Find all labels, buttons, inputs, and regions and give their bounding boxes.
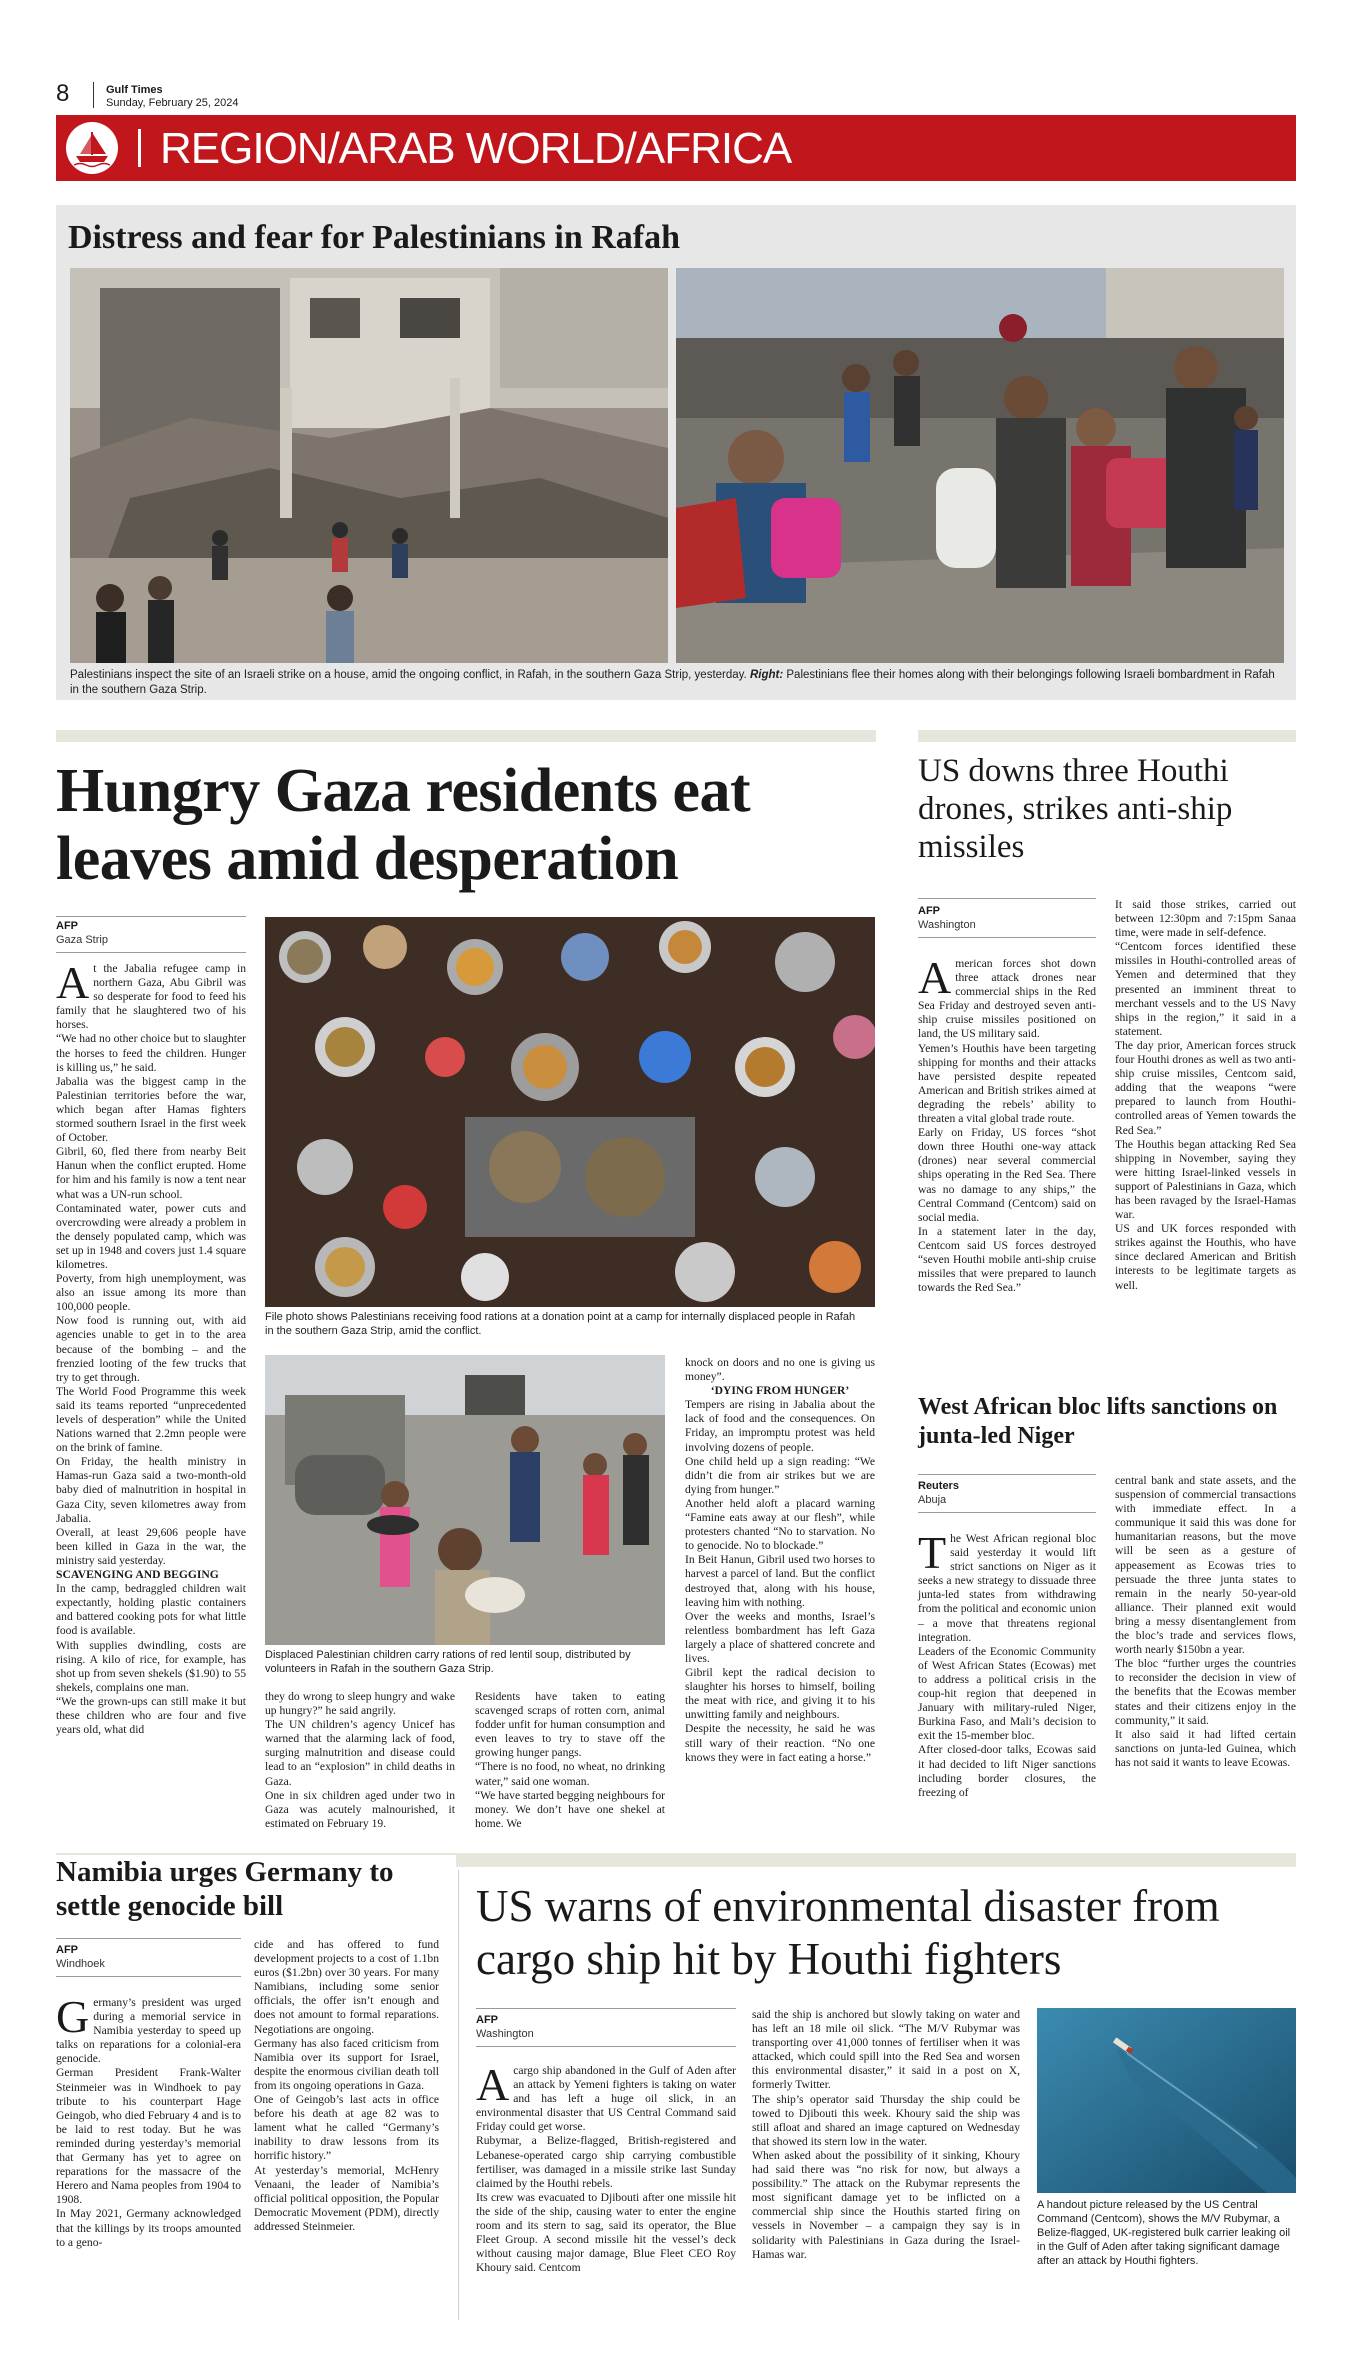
namibia-byline-rule — [56, 1938, 241, 1939]
gaza-c4-p4: In Beit Hanun, Gibril used two horses to harvest a parcel of land. But the conflict destroyed that, along with his house, leaving him with nothing. — [685, 1553, 875, 1609]
gaza-c2-p1: they do wrong to sleep hungry and wake up hungry?” he said angrily. — [265, 1690, 455, 1718]
houthi-place: Washington — [918, 919, 976, 931]
gaza-c4-p7: Despite the necessity, he said he was still wary of their reaction. “No one knows they were in fact eating a horse.” — [685, 1722, 875, 1764]
niger-agency: Reuters — [918, 1480, 959, 1492]
paper-name: Gulf Times — [106, 84, 163, 96]
niger-column-2 — [1115, 1474, 1296, 1770]
houthi-c2-p3: The day prior, American forces struck four Houthi drones as well as two anti-ship cruise missiles, Centcom said, adding that the weapons “were prepared to launch from Houthi-controlled areas of Yemen towards the Red Sea.” — [1115, 1038, 1296, 1137]
gaza-c4-p6: Gibril kept the radical decision to slaughter his horses to himself, boiling the meat with rice, and giving it to his unwitting family and neighbours. — [685, 1666, 875, 1722]
header-separator — [93, 82, 94, 108]
houthi-byline-rule-bottom — [918, 937, 1096, 938]
cargo-c2-p2: The ship’s operator said Thursday the ship could be towed to Djibouti this week. Khoury said the ship was still afloat and shared an image captured on Wednesday that showed its stern low in the water. — [752, 2092, 1020, 2148]
namibia-column-2 — [254, 1938, 439, 2234]
page-number: 8 — [56, 80, 70, 107]
houthi-p2: Yemen’s Houthis have been targeting shipping for months and their attacks have persisted despite repeated American and British strikes aimed at degrading the rebels’ ability to threaten a vital global trade route. — [918, 1041, 1096, 1126]
cargo-byline-rule-bottom — [476, 2046, 736, 2047]
cargo-column-2 — [752, 2008, 1020, 2262]
cargo-c2-p3: When asked about the possibility of it sinking, Khoury had said there was “no risk for now, but always a possibility.” The attack on the Rubymar represents the most significant damage yet to be inflicted on a commercial ship since the Houthis started firing on vessels in November – a campaign they say is in solidarity with Palestinians in Gaza during the Israel-Hamas war. — [752, 2148, 1020, 2261]
gaza-subhead-scavenging: SCAVENGING AND BEGGING — [56, 1568, 219, 1582]
top-feature-caption — [70, 668, 1282, 698]
food-rations-photo — [265, 917, 875, 1307]
banner-divider — [138, 129, 141, 167]
gaza-p10: Overall, at least 29,606 people have been killed in Gaza in the war, the ministry said yesterday. — [56, 1525, 246, 1567]
niger-column-1 — [918, 1527, 1096, 1800]
houthi-byline-rule — [918, 898, 1096, 899]
namibia-p2: German President Frank-Walter Steinmeier was in Windhoek to pay tribute to his counterpart Hage Geingob, who died February 4 and is to be laid to rest today. But he was reminded during yesterday’s memorial that Germany has yet to agree on reparations for the massacre of the Herero and Nama peoples from 1904 to 1908. — [56, 2066, 241, 2207]
gaza-c3-p2: “There is no food, no wheat, no drinking water,” said one woman. — [475, 1760, 665, 1788]
gaza-p9: On Friday, the health ministry in Hamas-run Gaza said a two-month-old baby died of malnutrition in hospital in Gaza City, seven kilometres away from Jabalia. — [56, 1455, 246, 1525]
houthi-c2-p1: It said those strikes, carried out between 12:30pm and 7:15pm Sanaa time, were made in self-defence. — [1115, 898, 1296, 940]
gaza-p12: With supplies dwindling, costs are rising. A kilo of rice, for example, has shot up from seven shekels ($1.90) to 55 shekels, complains one man. — [56, 1638, 246, 1694]
namibia-c2-p4: At yesterday’s memorial, McHenry Venaani, the leader of Namibia’s official political opposition, the Popular Democratic Movement (PDM), directly addressed Steinmeier. — [254, 2163, 439, 2233]
food-rations-caption: File photo shows Palestinians receiving food rations at a donation point at a camp for internally displaced people in Rafah in the southern Gaza Strip, amid the conflict. — [265, 1311, 856, 1337]
gaza-headline: Hungry Gaza residents eat leaves amid desperation — [56, 757, 751, 893]
cargo-byline-rule — [476, 2008, 736, 2009]
gaza-p7: Now food is running out, with aid agencies unable to get in to the area because of the bombing – and the frenzied looting of the few trucks that try to get through. — [56, 1314, 246, 1384]
gaza-p3: Jabalia was the biggest camp in the Palestinian territories before the war, which began after Hamas fighters stormed southern Israel in the first week of October. — [56, 1074, 246, 1145]
gaza-top-rule — [56, 730, 876, 742]
namibia-agency: AFP — [56, 1944, 78, 1956]
gaza-p2: “We had no other choice but to slaughter the horses to feed the children. Hunger is killing us,” he said. — [56, 1032, 246, 1074]
gaza-column-1 — [56, 957, 246, 1737]
niger-c2-p2: The bloc “further urges the countries to reconsider the decision in view of the benefits that the Ecowas member states and their citizens enjoy in the community,” it said. — [1115, 1657, 1296, 1727]
namibia-c2-p1: cide and has offered to fund development projects to a cost of 1.1bn euros ($1.2bn) over 30 years. For many Namibians, including some senior officials, the offer isn’t enough and does not amount to formal reparations. Negotiations are ongoing. — [254, 1938, 439, 2036]
niger-p2: Leaders of the Economic Community of West African States (Ecowas) met to address a political crisis in the coup-hit region that deepened in January with military-ruled Niger, Burkina Faso, and Mali’s decision to exit the 15-member bloc. — [918, 1644, 1096, 1743]
gaza-p13: “We the grown-ups can still make it but these children who are four and five years old, what did — [56, 1694, 246, 1737]
niger-byline-rule-bottom — [918, 1512, 1096, 1513]
cargo-column-1 — [476, 2059, 736, 2275]
gaza-p8: The World Food Programme this week said its teams reported “unprecedented levels of desperation” while the United Nations warned that 2.2mn people were on the brink of famine. — [56, 1384, 246, 1455]
rubymar-caption: A handout picture released by the US Central Command (Centcom), shows the M/V Rubymar, a Belize-flagged, UK-registered bulk carrier leaking oil in the Gulf of Aden after taking significant damage after an attack by Houthi fighters. — [1037, 2199, 1291, 2267]
gaza-c4-p2: One child held up a sign reading: “We didn’t die from air strikes but we are dying from hunger.” — [685, 1454, 875, 1496]
gaza-c4-p5: Over the weeks and months, Israel’s relentless bombardment has left Gaza largely a place of shattered concrete and lives. — [685, 1609, 875, 1665]
cargo-place: Washington — [476, 2028, 534, 2040]
gaza-agency: AFP — [56, 920, 78, 932]
children-soup-photo — [265, 1355, 665, 1645]
gaza-column-2 — [265, 1690, 455, 1831]
namibia-byline-rule-bottom — [56, 1976, 241, 1977]
gaza-place: Gaza Strip — [56, 934, 108, 946]
gaza-p6: Poverty, from high unemployment, was also an issue among its more than 100,000 people. — [56, 1272, 246, 1314]
namibia-c2-p2: Germany has also faced criticism from Namibia over its support for Israel, despite the enormous civilian death toll from its ongoing operations in Gaza. — [254, 2036, 439, 2092]
houthi-c2-p2: “Centcom forces identified these missiles in Houthi-controlled areas of Yemen and determined that they presented an imminent threat to merchant vessels and to the US Navy ships in the region,” it said in a statement. — [1115, 940, 1296, 1038]
houthi-c2-p4: The Houthis began attacking Red Sea shipping in November, saying they were hitting Israel-linked vessels in support of Palestinians in Gaza, which has been ravaged by the Israel-Hamas war. — [1115, 1137, 1296, 1222]
namibia-p1: Germany’s president was urged during a memorial service in Namibia yesterday to speed up talks on reparations for a colonial-era genocide. — [56, 1991, 241, 2066]
top-caption-lead: Palestinians inspect the site of an Israeli strike on a house, amid the ongoing conflict, in Rafah, in the southern Gaza Strip, yesterday. — [70, 669, 747, 681]
gaza-c4-p0: knock on doors and no one is giving us money”. — [685, 1356, 875, 1384]
namibia-p3: In May 2021, Germany acknowledged that the killings by its troops amounted to a geno- — [56, 2207, 241, 2249]
houthi-p1: American forces shot down three attack drones near commercial ships in the Red Sea Friday and destroyed seven anti-ship cruise missiles positioned on land, the US military said. — [918, 952, 1096, 1041]
cargo-headline: US warns of environmental disaster from cargo ship hit by Houthi fighters — [476, 1881, 1220, 1984]
top-feature-panel — [56, 205, 1296, 700]
houthi-column-1 — [918, 952, 1096, 1295]
cargo-p3: Its crew was evacuated to Djibouti after one missile hit the side of the ship, causing water to enter the engine room and its stern to sag, said its operator, the Blue Fleet Group. A second missile hit the vessel’s deck without causing major damage, Blue Fleet CEO Roy Khoury said. Centcom — [476, 2190, 736, 2275]
houthi-c2-p5: US and UK forces responded with strikes against the Houthis, who have since declared American and British interests to be legitimate targets as well. — [1115, 1222, 1296, 1292]
gaza-c2-p3: One in six children aged under two in Gaza was acutely malnourished, it estimated on February 19. — [265, 1788, 455, 1830]
gaza-byline-rule-bottom — [56, 952, 246, 953]
cargo-agency: AFP — [476, 2014, 498, 2026]
niger-c2-p1: central bank and state assets, and the suspension of commercial transactions with immediate effect. In a communique it said this was done for humanitarian reasons, but the move will be seen as a gesture of appeasement as Ecowas tries to persuade the three junta states to remain in the nearly 50-year-old alliance. Their planned exit would bring a messy disentanglement from the bloc’s trade and services flows, worth nearly $150bn a year. — [1115, 1474, 1296, 1657]
top-caption-right: Palestinians flee their homes along with their belongings following Israeli bombardment in Rafah in the southern Gaza Strip. — [70, 669, 1275, 696]
houthi-top-rule — [918, 730, 1296, 742]
niger-headline: West African bloc lifts sanctions on junta-led Niger — [918, 1394, 1278, 1449]
section-title: REGION/ARAB WORLD/AFRICA — [160, 124, 792, 173]
gaza-c3-p3: “We have started begging neighbours for money. We don’t have one shekel at home. We — [475, 1788, 665, 1830]
gaza-byline-rule — [56, 916, 246, 917]
gaza-c4-p3: Another held aloft a placard warning “Famine eats away at our flesh”, while protesters chanted “No to starvation. No to genocide. No to blockade.” — [685, 1496, 875, 1553]
top-caption-right-label: Right: — [749, 669, 784, 681]
niger-p3: After closed-door talks, Ecowas said it had decided to lift Niger sanctions including border closures, the freezing of — [918, 1743, 1096, 1799]
gaza-p4: Gibril, 60, fled there from nearby Beit Hanun when the conflict erupted. Home for him and his family is now a tent near what was a UN-run school. — [56, 1145, 246, 1201]
namibia-column-1 — [56, 1991, 241, 2250]
gaza-p5: Contaminated water, power cuts and overcrowding were already a problem in the densely populated camp, which was set up in 1948 and covers just 1.4 square kilometres. — [56, 1201, 246, 1271]
gaza-p11: In the camp, bedraggled children wait expectantly, holding plastic containers and battered cooking pots for what little food is available. — [56, 1582, 246, 1638]
houthi-p3: Early on Friday, US forces “shot down three Houthi one-way attack (drones) near several commercial ships operating in the Red Sea. There was no damage to any ships,” the Central Command (Centcom) said on social media. — [918, 1126, 1096, 1224]
gaza-c4-p1: Tempers are rising in Jabalia about the lack of food and the consequences. On Friday, an impromptu protest was held involving dozens of people. — [685, 1398, 875, 1454]
gaza-p1: At the Jabalia refugee camp in northern Gaza, Abu Gibril was so desperate for food to feed his family that he slaughtered two of his horses. — [56, 957, 246, 1032]
dhow-icon — [66, 122, 118, 174]
gaza-column-3 — [475, 1690, 665, 1831]
gaza-c3-p1: Residents have taken to eating scavenged scraps of rotten corn, animal fodder unfit for human consumption and even leaves to try to stave off the growing hunger pangs. — [475, 1690, 665, 1760]
houthi-p4: In a statement later in the day, Centcom said US forces destroyed “seven Houthi mobile anti-ship cruise missiles that were prepared to launch towards the Red Sea.” — [918, 1224, 1096, 1295]
houthi-column-2 — [1115, 898, 1296, 1293]
issue-date: Sunday, February 25, 2024 — [106, 97, 239, 109]
section-banner — [56, 115, 1296, 181]
cargo-c2-p1: said the ship is anchored but slowly taking on water and has left an 18 mile oil slick. “The M/V Rubymar was transporting over 41,000 tonnes of fertiliser when it was attacked, which could spill into the Red Sea and worsen this environmental disaster,” it said in a post on X, formerly Twitter. — [752, 2008, 1020, 2092]
gaza-subhead-dying: ‘DYING FROM HUNGER’ — [710, 1384, 850, 1398]
gaza-column-4 — [685, 1356, 875, 1765]
namibia-place: Windhoek — [56, 1958, 105, 1970]
strike-site-photo — [70, 268, 668, 663]
gaza-c2-p2: The UN children’s agency Unicef has warned that the alarming lack of food, surging malnutrition and disease could lead to an “explosion” in child deaths in Gaza. — [265, 1718, 455, 1788]
namibia-headline: Namibia urges Germany to settle genocide bill — [56, 1855, 456, 1923]
ship-logo — [66, 122, 118, 174]
rubymar-ship-photo — [1037, 2008, 1296, 2193]
namibia-c2-p3: One of Geingob’s last acts in office before his death at age 82 was to lament what he called “Germany’s inability to draw lessons from its horrific history.” — [254, 2093, 439, 2163]
top-feature-headline: Distress and fear for Palestinians in Rafah — [68, 219, 681, 256]
children-soup-caption: Displaced Palestinian children carry rations of red lentil soup, distributed by volunteers in Rafah in the southern Gaza Strip. — [265, 1649, 631, 1675]
houthi-headline: US downs three Houthi drones, strikes anti-ship missiles — [918, 753, 1233, 865]
houthi-agency: AFP — [918, 905, 940, 917]
column-divider — [458, 1870, 459, 2320]
cargo-p1: Acargo ship abandoned in the Gulf of Aden after an attack by Yemeni fighters is taking on water and has left a huge oil slick, in an environmental disaster that US Central Command said Friday could get worse. — [476, 2059, 736, 2134]
cargo-p2: Rubymar, a Belize-flagged, British-registered and Lebanese-operated cargo ship carrying combustible fertiliser, was damaged in a missile strike last Sunday claimed by the Houthi rebels. — [476, 2134, 736, 2190]
niger-c2-p3: It also said it had lifted certain sanctions on junta-led Guinea, which has not said it wants to leave Ecowas. — [1115, 1727, 1296, 1769]
fleeing-family-photo — [676, 268, 1284, 663]
niger-p1: The West African regional bloc said yesterday it would lift strict sanctions on Niger as it seeks a new strategy to dissuade three junta-led states from withdrawing from the political and economic union – a move that threatens regional integration. — [918, 1527, 1096, 1644]
niger-place: Abuja — [918, 1494, 947, 1506]
niger-byline-rule — [918, 1474, 1096, 1475]
